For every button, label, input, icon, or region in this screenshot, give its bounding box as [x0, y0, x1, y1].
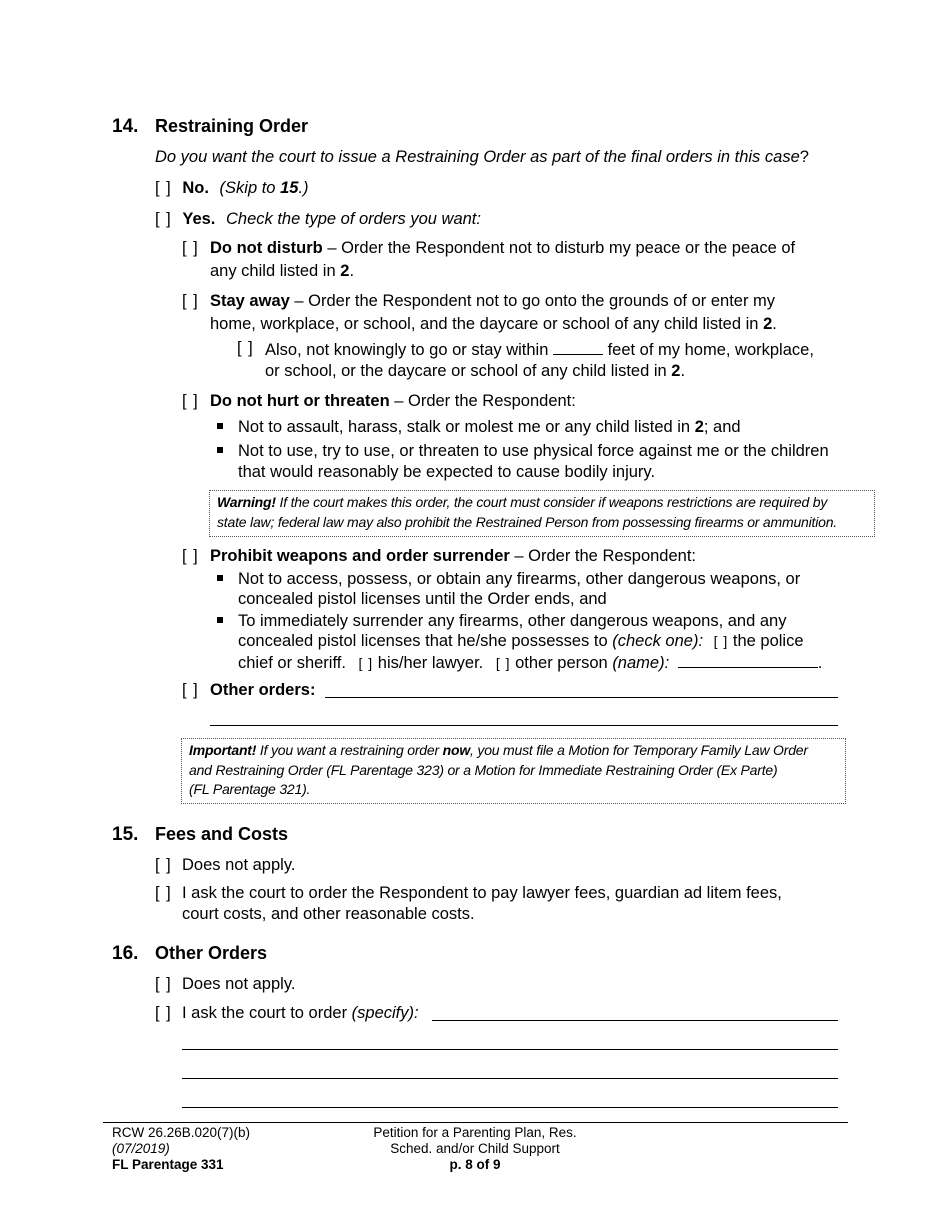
- bullet: [217, 617, 223, 623]
- feet-blank[interactable]: [553, 340, 603, 355]
- do-not-disturb-line1: [210, 240, 795, 257]
- prohibit-weapons-line: [210, 548, 696, 565]
- checkbox-other-person[interactable]: [ ]: [495, 655, 511, 671]
- hurt-bullet1-ref: 2: [694, 418, 704, 436]
- do-not-disturb-text: – Order the Respondent not to disturb my peace or the peace of: [322, 239, 796, 257]
- other-orders-line2[interactable]: [210, 725, 838, 726]
- checkbox-other-does-not-apply[interactable]: [ ]: [155, 975, 172, 993]
- name-blank[interactable]: [678, 653, 818, 668]
- footer-form: FL Parentage 331: [112, 1157, 224, 1172]
- section-title-restraining-order: Restraining Order: [155, 116, 309, 136]
- footer-center: [345, 1125, 605, 1173]
- also-distance-line1: [265, 340, 814, 359]
- warning-line1: [217, 493, 867, 513]
- hurt-bullet1: [238, 419, 741, 436]
- checkbox-also-distance[interactable]: [ ]: [237, 339, 254, 357]
- specify-label: (specify):: [351, 1004, 419, 1022]
- hurt-bullet2-line1: Not to use, try to use, or threaten to use physical force against me or the children: [238, 442, 829, 460]
- important-label: Important!: [189, 742, 257, 758]
- other-request-text: I ask the court to order: [182, 1004, 352, 1022]
- stay-away-ref: 2: [763, 315, 773, 333]
- lawyer-label: his/her lawyer.: [373, 654, 484, 672]
- do-not-hurt-line: [210, 393, 576, 410]
- important-line3: (FL Parentage 321).: [189, 781, 311, 797]
- footer-rule: [103, 1122, 848, 1123]
- checkbox-stay-away[interactable]: [ ]: [182, 292, 199, 310]
- other-does-not-apply-label: Does not apply.: [182, 975, 296, 993]
- option-yes-text: Check the type of orders you want:: [226, 210, 481, 228]
- name-label: (name):: [612, 654, 670, 672]
- specify-line4[interactable]: [182, 1107, 838, 1108]
- skip-text: (Skip to: [219, 179, 281, 197]
- stay-away-line2: [210, 316, 777, 333]
- police-label: the police: [728, 632, 804, 650]
- option-no-label: No.: [182, 179, 209, 197]
- stay-away-label: Stay away: [210, 292, 290, 310]
- option-yes: [155, 211, 481, 228]
- weapons-bullet2-text: concealed pistol licenses that he/she possesses to: [238, 632, 613, 650]
- checkbox-no[interactable]: [ ]: [155, 179, 172, 197]
- hurt-bullet1-end: ; and: [703, 418, 741, 436]
- other-orders-label: Other orders:: [210, 681, 316, 699]
- also-ref: 2: [671, 362, 681, 380]
- also-text2: feet of my home, workplace,: [602, 341, 814, 359]
- weapons-bullet2-line3: [238, 653, 822, 672]
- specify-line1[interactable]: [432, 1020, 838, 1021]
- checkbox-fees-request[interactable]: [ ]: [155, 884, 172, 902]
- weapons-bullet2-line2: [238, 633, 804, 650]
- warning-text1: If the court makes this order, the court must consider if weapons restrictions are required by: [275, 494, 828, 510]
- checkbox-yes[interactable]: [ ]: [155, 210, 172, 228]
- stay-away-end: .: [772, 315, 777, 333]
- stay-away-text: – Order the Respondent not to go onto the grounds of or enter my: [289, 292, 776, 310]
- do-not-disturb-end: .: [349, 262, 355, 280]
- also-distance-line2: [265, 363, 685, 380]
- section-number-16: 16.: [112, 943, 139, 964]
- important-text2: , you must file a Motion for Temporary Family Law Order: [470, 742, 808, 758]
- important-text1: If you want a restraining order: [256, 742, 443, 758]
- other-person-label: other person: [510, 654, 613, 672]
- weapons-bullet2-line1: To immediately surrender any firearms, other dangerous weapons, and any: [238, 612, 787, 630]
- chief-label: chief or sheriff.: [238, 654, 346, 672]
- important-line1: [189, 741, 838, 761]
- bullet: [217, 423, 223, 429]
- checkbox-prohibit-weapons[interactable]: [ ]: [182, 547, 199, 565]
- other-request-label: [182, 1005, 419, 1022]
- also-text1: Also, not knowingly to go or stay within: [265, 341, 553, 359]
- hurt-bullet1-text: Not to assault, harass, stalk or molest me or any child listed in: [238, 418, 695, 436]
- checkbox-fees-does-not-apply[interactable]: [ ]: [155, 856, 172, 874]
- prohibit-weapons-text: – Order the Respondent:: [509, 547, 697, 565]
- checkbox-police-chief[interactable]: [ ]: [713, 633, 729, 649]
- weapons-bullet1-line1: Not to access, possess, or obtain any firearms, other dangerous weapons, or: [238, 570, 801, 588]
- footer-rcw: RCW 26.26B.020(7)(b): [112, 1125, 251, 1140]
- restraining-question: [155, 149, 809, 166]
- warning-box: [209, 490, 875, 537]
- do-not-hurt-label: Do not hurt or threaten: [210, 392, 390, 410]
- checkbox-other-orders[interactable]: [ ]: [182, 681, 199, 699]
- also-text3: or school, or the daycare or school of any child listed in: [265, 362, 672, 380]
- skip-end: .): [298, 179, 309, 197]
- footer-title1: Petition for a Parenting Plan, Res.: [373, 1125, 577, 1140]
- specify-line3[interactable]: [182, 1078, 838, 1079]
- option-yes-label: Yes.: [182, 210, 216, 228]
- checkbox-lawyer[interactable]: [ ]: [358, 655, 374, 671]
- checkbox-other-request[interactable]: [ ]: [155, 1004, 172, 1022]
- fees-request-line2: court costs, and other reasonable costs.: [182, 905, 475, 923]
- fees-does-not-apply-label: Does not apply.: [182, 856, 296, 874]
- warning-label: Warning!: [217, 494, 276, 510]
- do-not-hurt-text: – Order the Respondent:: [389, 392, 576, 410]
- also-end: .: [680, 362, 686, 380]
- do-not-disturb-ref: 2: [340, 262, 350, 280]
- prohibit-weapons-label: Prohibit weapons and order surrender: [210, 547, 510, 565]
- checkbox-do-not-disturb[interactable]: [ ]: [182, 239, 199, 257]
- important-now: now: [442, 742, 471, 758]
- section-title-fees-and-costs: Fees and Costs: [155, 824, 289, 844]
- do-not-disturb-text2: any child listed in: [210, 262, 341, 280]
- important-line2: and Restraining Order (FL Parentage 323) or a Motion for Immediate Restraining Order (Ex Parte): [189, 761, 778, 778]
- do-not-disturb-line2: [210, 263, 354, 280]
- stay-away-line1: [210, 293, 775, 310]
- footer-date: (07/2019): [112, 1141, 170, 1156]
- section-number-14: 14.: [112, 116, 139, 137]
- section-title-other-orders: Other Orders: [155, 943, 268, 963]
- stay-away-text2: home, workplace, or school, and the daycare or school of any child listed in: [210, 315, 764, 333]
- bullet: [217, 575, 223, 581]
- specify-line2[interactable]: [182, 1049, 838, 1050]
- section-number-15: 15.: [112, 824, 139, 845]
- option-no: [155, 180, 309, 197]
- footer-title2: Sched. and/or Child Support: [390, 1141, 560, 1156]
- do-not-disturb-label: Do not disturb: [210, 239, 323, 257]
- question-mark: ?: [799, 148, 809, 166]
- weapons-bullet1-line2: concealed pistol licenses until the Order ends, and: [238, 590, 607, 608]
- fees-request-line1: I ask the court to order the Respondent to pay lawyer fees, guardian ad litem fees,: [182, 884, 782, 902]
- important-box: [181, 738, 846, 804]
- footer-page: p. 8 of 9: [449, 1157, 501, 1172]
- check-one-label: (check one):: [612, 632, 704, 650]
- question-text: Do you want the court to issue a Restraining Order as part of the final orders in this case: [155, 148, 800, 166]
- footer-left: [112, 1125, 250, 1173]
- name-end: .: [817, 654, 823, 672]
- hurt-bullet2-line2: that would reasonably be expected to cause bodily injury.: [238, 463, 656, 481]
- warning-line2: state law; federal law may also prohibit the Restrained Person from possessing firearms or ammunition.: [217, 513, 837, 530]
- other-orders-line1[interactable]: [325, 697, 838, 698]
- skip-ref: 15: [280, 179, 299, 197]
- checkbox-do-not-hurt[interactable]: [ ]: [182, 392, 199, 410]
- bullet: [217, 447, 223, 453]
